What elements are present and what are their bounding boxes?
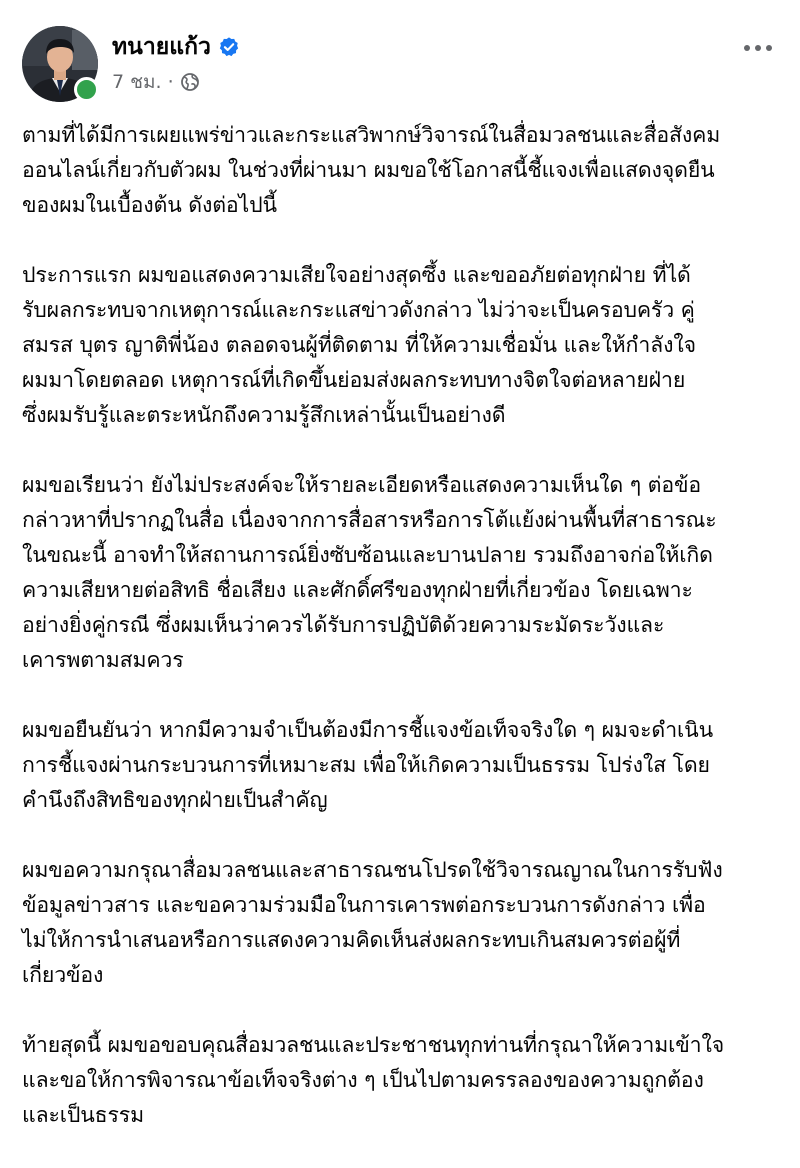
text-line: ผมขอยืนยันว่า หากมีความจำเป็นต้องมีการชี้แจงข้อเท็จจริงใด ๆ ผมจะดำเนิน: [22, 718, 714, 743]
text-line: ท้ายสุดนี้ ผมขอขอบคุณสื่อมวลชนและประชาชนทุกท่านที่กรุณาให้ความเข้าใจ: [22, 1033, 725, 1058]
text-line: สมรส บุตร ญาติพี่น้อง ตลอดจนผู้ที่ติดตาม ที่ให้ความเชื่อมั่น และให้กำลังใจ: [22, 333, 696, 358]
more-dot: [766, 45, 772, 51]
author-avatar[interactable]: [22, 26, 98, 102]
more-dot: [744, 45, 750, 51]
text-line: ผมขอเรียนว่า ยังไม่ประสงค์จะให้รายละเอียดหรือแสดงความเห็นใด ๆ ต่อข้อ: [22, 473, 702, 498]
meta-separator: ·: [167, 71, 174, 93]
online-status-dot: [74, 77, 99, 102]
text-line: ซึ่งผมรับรู้และตระหนักถึงความรู้สึกเหล่านั้นเป็นอย่างดี: [22, 403, 506, 428]
globe-icon[interactable]: [180, 72, 200, 92]
author-line: [112, 32, 240, 62]
text-line: และเป็นธรรม: [22, 1103, 144, 1128]
text-line: รับผลกระทบจากเหตุการณ์และกระแสข่าวดังกล่าว ไม่ว่าจะเป็นครอบครัว คู่: [22, 298, 695, 323]
text-line: คำนึงถึงสิทธิของทุกฝ่ายเป็นสำคัญ: [22, 788, 328, 813]
text-line: เคารพตามสมควร: [22, 648, 184, 673]
post-paragraph: [22, 713, 778, 818]
more-dot: [755, 45, 761, 51]
text-line: ความเสียหายต่อสิทธิ ชื่อเสียง และศักดิ์ศรีของทุกฝ่ายที่เกี่ยวข้อง โดยเฉพาะ: [22, 578, 693, 603]
text-line: อย่างยิ่งคู่กรณี ซึ่งผมเห็นว่าควรได้รับการปฏิบัติด้วยความระมัดระวังและ: [22, 613, 665, 638]
text-line: ไม่ให้การนำเสนอหรือการแสดงความคิดเห็นส่งผลกระทบเกินสมควรต่อผู้ที่: [22, 928, 681, 953]
text-line: ของผมในเบื้องต้น ดังต่อไปนี้: [22, 193, 277, 218]
text-line: ออนไลน์เกี่ยวกับตัวผม ในช่วงที่ผ่านมา ผมขอใช้โอกาสนี้ชี้แจงเพื่อแสดงจุดยืน: [22, 158, 715, 183]
post-paragraph: [22, 1028, 778, 1133]
post-meta: [112, 70, 200, 94]
more-options-icon[interactable]: [736, 36, 780, 60]
text-line: เกี่ยวข้อง: [22, 963, 104, 988]
post-paragraph: [22, 118, 778, 223]
text-line: ประการแรก ผมขอแสดงความเสียใจอย่างสุดซึ้ง และขออภัยต่อทุกฝ่าย ที่ได้: [22, 263, 691, 288]
text-line: ผมขอความกรุณาสื่อมวลชนและสาธารณชนโปรดใช้วิจารณญาณในการรับฟัง: [22, 858, 723, 883]
text-line: ข้อมูลข่าวสาร และขอความร่วมมือในการเคารพต่อกระบวนการดังกล่าว เพื่อ: [22, 893, 706, 918]
verified-badge-icon: [218, 36, 240, 58]
text-line: ผมมาโดยตลอด เหตุการณ์ที่เกิดขึ้นย่อมส่งผลกระทบทางจิตใจต่อหลายฝ่าย: [22, 368, 686, 393]
post-timestamp[interactable]: 7 ชม.: [112, 71, 162, 93]
text-line: ตามที่ได้มีการเผยแพร่ข่าวและกระแสวิพากษ์วิจารณ์ในสื่อมวลชนและสื่อสังคม: [22, 123, 721, 148]
post-paragraph: [22, 258, 778, 433]
post-paragraph: [22, 853, 778, 993]
text-line: การชี้แจงผ่านกระบวนการที่เหมาะสม เพื่อให้เกิดความเป็นธรรม โปร่งใส โดย: [22, 753, 710, 778]
text-line: ในขณะนี้ อาจทำให้สถานการณ์ยิ่งซับซ้อนและบานปลาย รวมถึงอาจก่อให้เกิด: [22, 543, 713, 568]
post-header: [22, 26, 780, 108]
post-body: [22, 118, 778, 1168]
text-line: กล่าวหาที่ปรากฏในสื่อ เนื่องจากการสื่อสารหรือการโต้แย้งผ่านพื้นที่สาธารณะ: [22, 508, 717, 533]
post-paragraph: [22, 468, 778, 678]
author-name[interactable]: ทนายแก้ว: [112, 34, 211, 60]
text-line: และขอให้การพิจารณาข้อเท็จจริงต่าง ๆ เป็นไปตามครรลองของความถูกต้อง: [22, 1068, 704, 1093]
